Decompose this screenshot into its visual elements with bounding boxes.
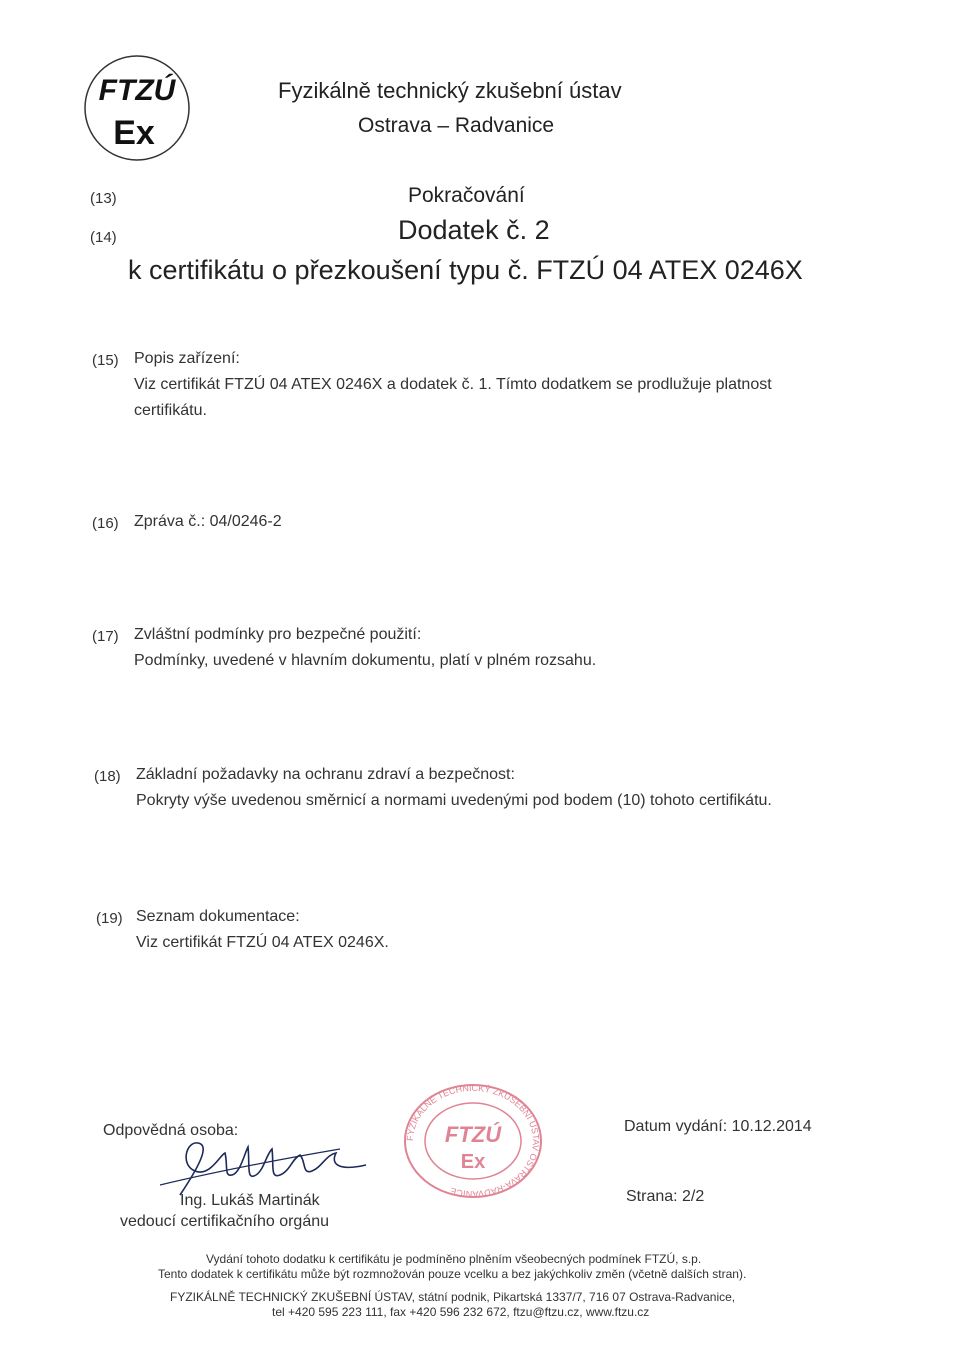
- item-number-14: (14): [90, 229, 117, 246]
- person-role: vedoucí certifikačního orgánu: [120, 1213, 330, 1230]
- footer-address: FYZIKÁLNĚ TECHNICKÝ ZKUŠEBNÍ ÚSTAV, státní podnik, Pikartská 1337/7, 716 07 Ostrava-Radvanice,: [170, 1290, 736, 1304]
- section-19-title: Seznam dokumentace:: [136, 908, 300, 925]
- footer-contacts: tel +420 595 223 111, fax +420 596 232 672, ftzu@ftzu.cz, www.ftzu.cz: [272, 1305, 650, 1319]
- ftzu-ex-logo: [82, 52, 192, 164]
- section-number-18: (18): [94, 768, 121, 785]
- seal-text: FYZIKÁLNĚ TECHNICKÝ ZKUŠEBNÍ ÚSTAV OSTRAVA-RADVANICE: [404, 1082, 542, 1200]
- issue-date: Datum vydání: 10.12.2014: [624, 1118, 812, 1135]
- logo-text-bottom: Ex: [113, 114, 155, 152]
- section-18-line1: Pokryty výše uvedenou směrnicí a normami uvedenými pod bodem (10) tohoto certifikátu.: [136, 792, 772, 809]
- certificate-title: k certifikátu o přezkoušení typu č. FTZÚ 04 ATEX 0246X: [128, 255, 803, 285]
- section-19-line1: Viz certifikát FTZÚ 04 ATEX 0246X.: [136, 934, 389, 951]
- official-stamp: [398, 1082, 548, 1200]
- continuation-label: Pokračování: [408, 184, 525, 207]
- section-15-title: Popis zařízení:: [134, 350, 240, 367]
- footer-line2: Tento dodatek k certifikátu může být rozmnožován pouze vcelku a bez jakýchkoliv změn (včetně dalších stran).: [158, 1267, 747, 1281]
- section-15-line2: certifikátu.: [134, 402, 207, 419]
- supplement-title: Dodatek č. 2: [398, 215, 550, 245]
- section-17-line1: Podmínky, uvedené v hlavním dokumentu, platí v plném rozsahu.: [134, 652, 597, 669]
- section-number-15: (15): [92, 352, 119, 369]
- person-name: Ing. Lukáš Martinák: [180, 1192, 320, 1209]
- section-18-title: Základní požadavky na ochranu zdraví a bezpečnost:: [136, 766, 515, 783]
- seal-logo-top: FTZÚ: [444, 1122, 502, 1147]
- responsible-person-label: Odpovědná osoba:: [103, 1122, 239, 1139]
- section-17-title: Zvláštní podmínky pro bezpečné použití:: [134, 626, 422, 643]
- section-number-19: (19): [96, 910, 123, 927]
- institute-city: Ostrava – Radvanice: [358, 114, 555, 137]
- report-number: Zpráva č.: 04/0246-2: [134, 513, 282, 530]
- logo-text-top: FTZÚ: [98, 74, 176, 107]
- item-number-13: (13): [90, 190, 117, 207]
- section-number-16: (16): [92, 515, 119, 532]
- section-number-17: (17): [92, 628, 119, 645]
- footer-line1: Vydání tohoto dodatku k certifikátu je podmíněno plněním všeobecných podmínek FTZÚ, s.p.: [206, 1252, 702, 1266]
- institute-name: Fyzikálně technický zkušební ústav: [278, 78, 622, 103]
- section-15-line1: Viz certifikát FTZÚ 04 ATEX 0246X a dodatek č. 1. Tímto dodatkem se prodlužuje platnost: [134, 376, 772, 393]
- page-number: Strana: 2/2: [626, 1188, 705, 1205]
- seal-logo-bottom: Ex: [460, 1151, 486, 1173]
